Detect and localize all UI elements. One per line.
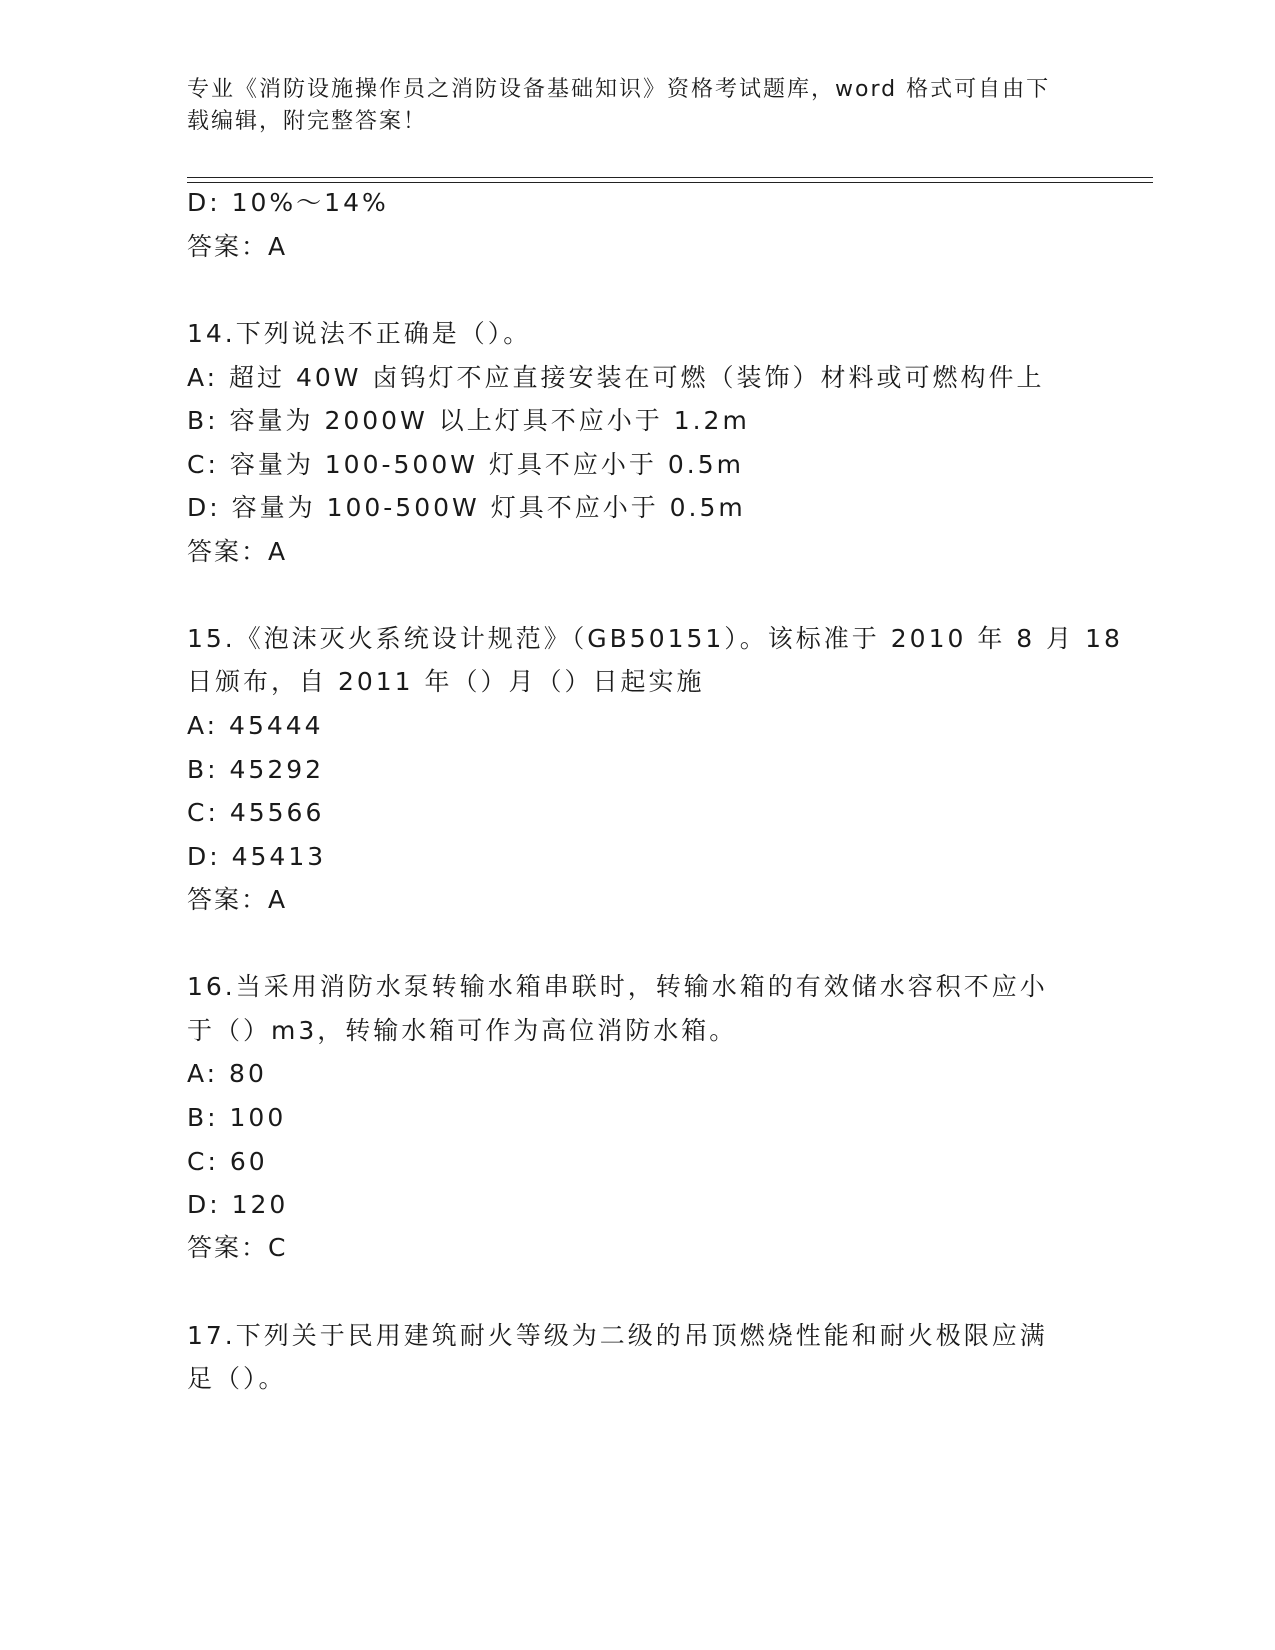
q16-option-d: D: 120: [187, 1190, 289, 1219]
q15-option-a: A: 45444: [187, 711, 324, 740]
q14-option-c: C: 容量为 100-500W 灯具不应小于 0.5m: [187, 450, 744, 479]
header-divider-bottom: [187, 182, 1153, 183]
q15-option-b: B: 45292: [187, 755, 325, 784]
header-line-2: 载编辑，附完整答案！: [187, 109, 428, 134]
q14-stem: 14.下列说法不正确是（）。: [187, 319, 532, 348]
q14-answer: 答案：A: [187, 537, 288, 566]
q15-option-d: D: 45413: [187, 842, 327, 871]
q14-option-b: B: 容量为 2000W 以上灯具不应小于 1.2m: [187, 406, 750, 435]
header-divider-top: [187, 177, 1153, 178]
prev-answer: 答案：A: [187, 232, 288, 261]
q15-answer: 答案：A: [187, 885, 288, 914]
q15-option-c: C: 45566: [187, 798, 325, 827]
q16-option-c: C: 60: [187, 1147, 268, 1176]
q15-stem-line-1: 15.《泡沫灭火系统设计规范》（GB50151）。该标准于 2010 年 8 月 18: [187, 624, 1123, 653]
header-line-1: 专业《消防设施操作员之消防设备基础知识》资格考试题库，word 格式可自由下: [187, 77, 1051, 102]
q16-stem-line-1: 16.当采用消防水泵转输水箱串联时，转输水箱的有效储水容积不应小: [187, 972, 1048, 1001]
q15-stem-line-2: 日颁布，自 2011 年（）月（）日起实施: [187, 667, 705, 696]
q14-option-d: D: 容量为 100-500W 灯具不应小于 0.5m: [187, 493, 746, 522]
q16-stem-line-2: 于（）m3，转输水箱可作为高位消防水箱。: [187, 1016, 738, 1045]
q17-stem-line-1: 17.下列关于民用建筑耐火等级为二级的吊顶燃烧性能和耐火极限应满: [187, 1321, 1048, 1350]
q14-option-a: A: 超过 40W 卤钨灯不应直接安装在可燃（装饰）材料或可燃构件上: [187, 363, 1045, 392]
q17-stem-line-2: 足（）。: [187, 1364, 287, 1393]
q16-option-b: B: 100: [187, 1103, 287, 1132]
prev-option-d: D: 10%～14%: [187, 188, 389, 217]
q16-option-a: A: 80: [187, 1059, 267, 1088]
q16-answer: 答案：C: [187, 1233, 288, 1262]
document-header: [187, 74, 1077, 138]
